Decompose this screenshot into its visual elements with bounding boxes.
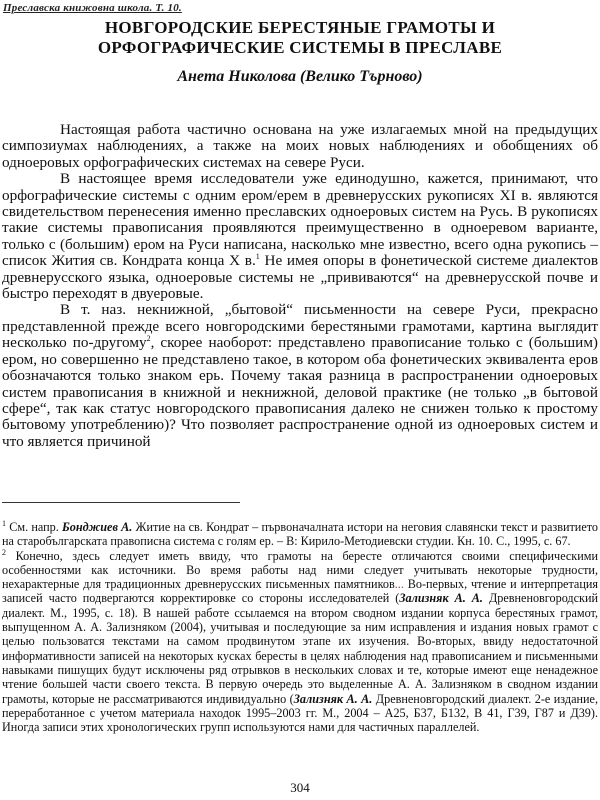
footnote-2-text-b: Во-первых, чтение и интерпретация записей часто подвергаются корректировке со стороны исследователей ( bbox=[2, 577, 598, 606]
footnote-ref-1[interactable]: 1 bbox=[255, 252, 260, 262]
paragraph-3 bbox=[2, 302, 598, 450]
title-line-2: ОРФОГРАФИЧЕСКИЕ СИСТЕМЫ В ПРЕСЛАВЕ bbox=[97, 38, 503, 57]
running-head: Преславска книжовна школа. Т. 10. bbox=[3, 2, 182, 14]
paragraph-1-text: Настоящая работа частично основана на уже излагаемых мной на предыдущих симпозиумах наблюдениях, а также на моих новых наблюдениях и обобщениях об одноеровых орфографических системах на севере Руси. bbox=[2, 121, 598, 171]
footnote-2-author-2: Зализняк А. А. bbox=[293, 691, 373, 706]
footnote-2 bbox=[2, 549, 598, 735]
paragraph-2 bbox=[2, 171, 598, 302]
footnote-separator bbox=[2, 502, 240, 504]
footnote-2-marker: 2 bbox=[2, 547, 6, 557]
footnote-1 bbox=[2, 520, 598, 549]
footnote-2-text-d: Древненовгородский диалект. 2-е издание, переработанное с учетом материала находок 1995–2003 гг. М., 2004 – А25, Б37, Б132, В 41, Г39, Г87 и Д39). Иногда записи этих хронологических групп используются нами для частичных параллелей. bbox=[2, 691, 598, 735]
footnote-2-text-a: Конечно, здесь следует иметь ввиду, что грамоты на бересте отличаются своими специфическими особенностями как источники. Во время работы над ними следует учитывать некоторые трудности, нехарактерные для традиционных древнерусских письменных памятников bbox=[2, 548, 598, 592]
body-text bbox=[2, 122, 598, 450]
page-number: 304 bbox=[290, 780, 310, 795]
paragraph-1 bbox=[2, 122, 598, 171]
article-author: Анета Николова (Велико Търново) bbox=[177, 68, 423, 85]
paragraph-2-text-b: Не имея опоры в фонетической системе диалектов древнерусского языка, одноеровые системы не „прививаются“ на древнерусской почве и быстро переходят в двуеровые. bbox=[2, 252, 598, 303]
footnote-2-ellipsis: ... bbox=[394, 577, 404, 592]
title-line-1: НОВГОРОДСКИЕ БЕРЕСТЯНЫЕ ГРАМОТЫ И bbox=[104, 18, 496, 37]
footnote-1-text: Житие на св. Кондрат – първоначалната истори на неговия славянски текст и развитието на старобългарската правописна система с голям ер. – В: Кирило-Методиевски студии. Кн. 10. С., 1995, с. 67. bbox=[2, 520, 598, 549]
footnote-1-author: Бонджиев А. bbox=[62, 520, 133, 534]
article-title bbox=[0, 18, 600, 58]
footnote-2-text-c: Древненовгородский диалект. М., 1995, с. 18). В нашей работе ссылаемся на втором сводном издании корпуса берестяных грамот, выпущенном А. А. Зализняком (2004), учитывая и последующие за ним исправления и издания новых грамот с целью пользоватся текстами на самом продвинутом этапе их изучения. Во-вторых, ввиду недостаточной информативности записей на некоторых кусках бересты в целях наблюдения над правописанием и письменными навыками пишущих будут исключены ряд отрывков в нескольких словах и те, которые имеют еще ненадежное чтение большей части своего текста. В первую очередь это выделенные А. А. Зализняком в сводном издании грамоты, которые не рассматриваются индивидуально ( bbox=[2, 591, 599, 706]
footnote-1-marker: 1 bbox=[2, 518, 6, 528]
paragraph-3-text-b: , скорее наоборот: представлено правописание только с (большим) ером, но совершенно не представлено такое, в котором оба фонетических эквивалента еров обозначаются только знаком ерь. Почему такая разница в распространении одноеровых систем правописания в книжной и некнижной, деловой практике (не только „в бытовой сфере“, так как статус новгородского правописания далеко не снижен только к простому бытовому употреблению)? Что позволяет распространение одной из одноеровых систем и что является причиной bbox=[2, 334, 598, 450]
footnote-1-prefix: См. напр. bbox=[6, 520, 63, 534]
footnote-2-author-1: Зализняк А. А. bbox=[399, 591, 483, 606]
footnotes bbox=[2, 520, 598, 734]
footnote-ref-2[interactable]: 2 bbox=[146, 334, 151, 344]
paragraph-3-text-a: В т. наз. некнижной, „бытовой“ письменности на севере Руси, прекрасно представленной прежде всего новгородскими берестяными грамотами, картина выглядит несколько по-другому bbox=[2, 301, 598, 352]
paragraph-2-text-a: В настоящее время исследователи уже единодушно, кажется, принимают, что орфографические системы с одним ером/ерем в древнерусских рукописях XI в. являются свидетельством перенесения именно преславских одноеровых систем на Русь. В рукописях такие системы правописания проявляются преимущественно в одноеревом варианте, только с (большим) ером на Руси написана, насколько мне известно, всего одна рукопись – список Жития св. Кондрата конца X в. bbox=[2, 170, 598, 270]
